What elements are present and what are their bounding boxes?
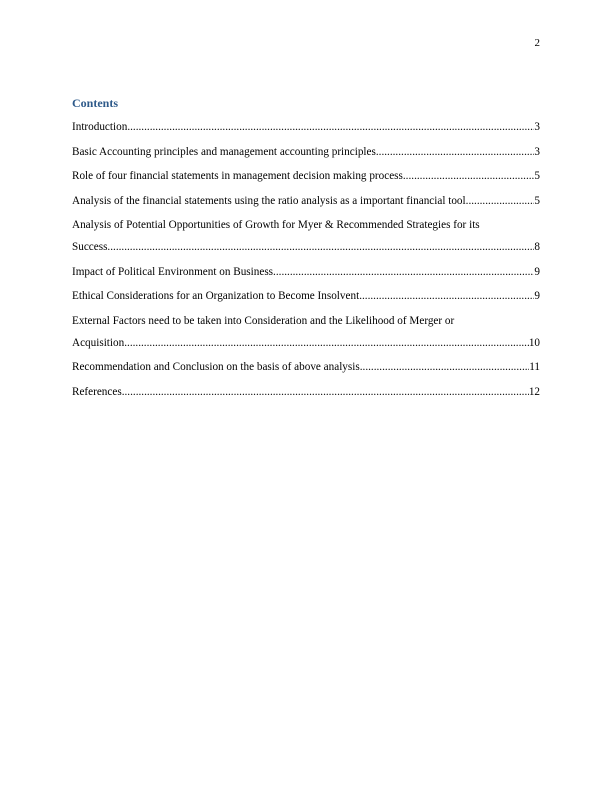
toc-entry-title: Basic Accounting principles and management accounting principles <box>72 145 376 158</box>
toc-entry-page: 5 <box>534 194 540 207</box>
toc-entry-page: 3 <box>534 121 540 133</box>
toc-leader <box>359 285 534 307</box>
toc-entry[interactable] <box>72 285 540 307</box>
toc-entry-title: Introduction <box>72 121 128 133</box>
toc-entry-title: Role of four financial statements in management decision making process <box>72 170 403 182</box>
toc-entry-title: Success <box>72 241 108 253</box>
toc-entry-title-line1: External Factors need to be taken into Consideration and the Likelihood of Merger or <box>72 314 455 327</box>
toc-entry[interactable] <box>72 310 540 354</box>
toc-entry[interactable] <box>72 356 540 378</box>
toc-entry-title: References <box>72 385 122 398</box>
toc-entry[interactable] <box>72 214 540 258</box>
toc-leader <box>127 116 534 138</box>
table-of-contents <box>72 96 540 405</box>
toc-entry-title: Recommendation and Conclusion on the basis of above analysis <box>72 361 360 373</box>
toc-entry-title-line1: Analysis of Potential Opportunities of Growth for Myer & Recommended Strategies for its <box>72 219 480 231</box>
toc-leader <box>466 190 535 212</box>
toc-entry-title: Analysis of the financial statements using the ratio analysis as a important financial tool <box>72 194 466 207</box>
toc-entry-title: Acquisition <box>72 336 125 349</box>
toc-entry-page: 10 <box>528 336 540 349</box>
toc-leader <box>124 332 529 354</box>
toc-entry[interactable] <box>72 116 540 138</box>
toc-entry[interactable] <box>72 261 540 283</box>
toc-entry[interactable] <box>72 141 540 163</box>
page-number: 2 <box>534 37 540 49</box>
toc-entry-title: Ethical Considerations for an Organization to Become Insolvent <box>72 290 360 302</box>
toc-entry-page: 9 <box>534 265 540 278</box>
toc-entry-page: 8 <box>534 241 540 253</box>
toc-entry-page: 3 <box>534 145 540 158</box>
toc-leader <box>360 356 530 378</box>
toc-leader <box>107 236 534 258</box>
toc-entry[interactable] <box>72 190 540 212</box>
toc-leader <box>122 381 529 403</box>
toc-entry[interactable] <box>72 165 540 187</box>
toc-entry-page: 5 <box>534 170 540 182</box>
toc-entry-page: 9 <box>534 290 540 302</box>
toc-leader <box>403 165 535 187</box>
toc-entry-page: 11 <box>529 361 540 373</box>
toc-leader <box>376 141 535 163</box>
toc-entry-page: 12 <box>528 385 540 398</box>
toc-entry[interactable] <box>72 381 540 403</box>
toc-entry-title: Impact of Political Environment on Business <box>72 265 274 278</box>
toc-leader <box>273 261 534 283</box>
toc-heading: Contents <box>72 96 119 110</box>
